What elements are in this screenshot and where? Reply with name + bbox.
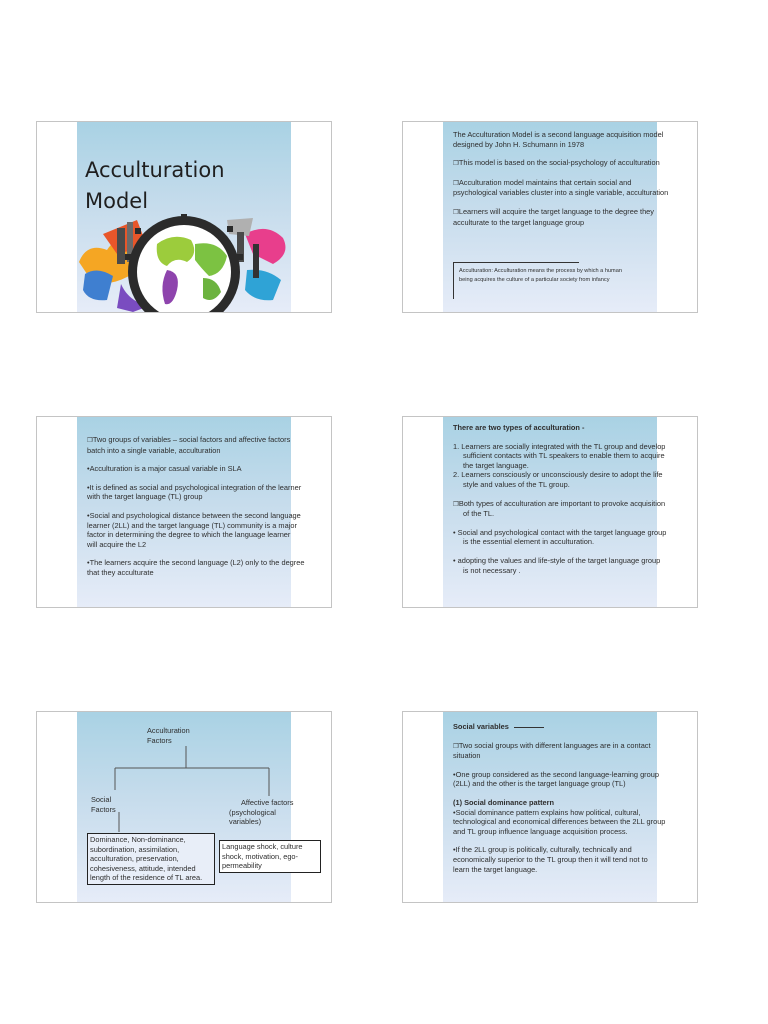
bullet-icon: ❐ (453, 742, 459, 750)
bullet-3-line-2: with the target language (TL) group (87, 492, 203, 502)
bullet-4-line-2: economically superior to the TL group then it will tend not to (453, 854, 648, 864)
bullet-2-line-2: (2LL) and the other is the target language group (TL) (453, 779, 626, 789)
item-1-line-1: 1. Learners are socially integrated with the TL group and develop (453, 441, 666, 451)
intro-line-2: designed by John H. Schumann in 1978 (453, 139, 585, 149)
bullet-4-line-2: learner (2LL) and the target language (TL) community is a major (87, 520, 297, 530)
slide-1-title (85, 155, 225, 217)
bullet-1-line-2: situation (453, 751, 481, 761)
social-factors-box: Dominance, Non-dominance, subordination, assimilation, acculturation, preservation, cohesiveness, attitude, intended length of the residence of TL area. (87, 833, 215, 885)
item-1-line-3: the target language. (463, 460, 529, 470)
title-line-2: Model (85, 189, 149, 213)
title-line-1: Acculturation (85, 158, 225, 182)
bullet-3-line-2: acculturate to the target language group (453, 217, 585, 227)
bullet-4-line-3: learn the target language. (453, 864, 538, 874)
bullet-4-line-1: •Social and psychological distance between the second language (87, 510, 301, 520)
slide-2-body (453, 130, 693, 227)
root-node: Acculturation Factors (147, 726, 190, 745)
bullet-3-line-2: technological and economical differences between the 2LL group (453, 817, 666, 827)
slide-4 (402, 416, 698, 608)
slide-3 (36, 416, 332, 608)
slide-6 (402, 711, 698, 903)
note-line-1: Acculturation: Acculturation means the process by which a human (459, 268, 622, 274)
slide-2 (402, 121, 698, 313)
definition-note (459, 267, 659, 285)
bullet-1-line-1: ❐Two social groups with different languages are in a contact (453, 740, 651, 750)
bullet-3-line-1: •It is defined as social and psychological integration of the learner (87, 482, 302, 492)
bullet-icon: ❐ (453, 179, 459, 187)
bullet-1-line-2: of the TL. (463, 509, 495, 519)
bullet-3-line-1: •Social dominance pattern explains how political, cultural, (453, 807, 641, 817)
bullet-icon: ❐ (453, 500, 459, 508)
slide-6-body (453, 722, 693, 874)
bullet-icon: ❐ (453, 208, 459, 216)
slide-3-body (87, 435, 327, 578)
sub-heading: (1) Social dominance pattern (453, 797, 555, 807)
slide-4-heading: There are two types of acculturation - (453, 423, 585, 432)
item-2-line-1: 2. Learners consciously or unconsciously desire to adopt the life (453, 470, 663, 480)
bullet-5-line-1: •The learners acquire the second language (L2) only to the degree (87, 558, 305, 568)
bullet-2-line-2: psychological variables cluster into a single variable, acculturation (453, 188, 669, 198)
bullet-2: •Acculturation is a major casual variable in SLA (87, 464, 242, 474)
social-factors-node: Social Factors (91, 795, 116, 814)
heading-rule (514, 727, 544, 728)
bullet-2-line-1: • Social and psychological contact with the target language group (453, 527, 667, 537)
bullet-3-line-1: • adopting the values and life-style of the target language group (453, 555, 661, 565)
bullet-3-line-3: and TL group influence language acquisition process. (453, 826, 628, 836)
bullet-1-line-1: ❐Both types of acculturation are important to provoke acquisition (453, 498, 666, 508)
bullet-3-line-1: ❐Learners will acquire the target language to the degree they (453, 206, 654, 216)
item-2-line-2: style and values of the TL group. (463, 479, 570, 489)
bullet-2-line-1: •One group considered as the second language-learning group (453, 769, 659, 779)
slide-5 (36, 711, 332, 903)
bullet-1-line-2: batch into a single variable, acculturation (87, 445, 221, 455)
bullet-icon: ❐ (453, 160, 459, 168)
globe-illustration (77, 214, 291, 312)
bullet-1: ❐This model is based on the social-psychology of acculturation (453, 158, 660, 168)
bullet-2-line-1: ❐Acculturation model maintains that certain social and (453, 177, 632, 187)
bullet-4-line-1: •If the 2LL group is politically, culturally, technically and (453, 845, 632, 855)
slide-6-heading: Social variables (453, 722, 693, 732)
bullet-3-line-2: is not necessary . (463, 565, 521, 575)
note-line-2: being acquires the culture of a particular society from infancy (459, 277, 610, 283)
slide-4-body (453, 423, 693, 575)
bullet-1-line-1: ❐Two groups of variables – social factors and affective factors (87, 435, 291, 444)
affective-factors-box: Language shock, culture shock, motivation, ego- permeability (219, 840, 321, 873)
item-1-line-2: sufficient contacts with TL speakers to enable them to acquire (463, 451, 665, 461)
intro-line-1: The Acculturation Model is a second language acquisition model (453, 130, 664, 139)
slide-1 (36, 121, 332, 313)
bullet-4-line-4: will acquire the L2 (87, 539, 147, 549)
bullet-2-line-2: is the essential element in acculturation. (463, 537, 595, 547)
bullet-icon: ❐ (87, 437, 93, 444)
affective-factors-node: Affective factors (psychological variables) (229, 798, 294, 827)
bullet-4-line-3: factor in determining the degree to which the language learner (87, 530, 291, 540)
bullet-5-line-2: that they acculturate (87, 567, 154, 577)
